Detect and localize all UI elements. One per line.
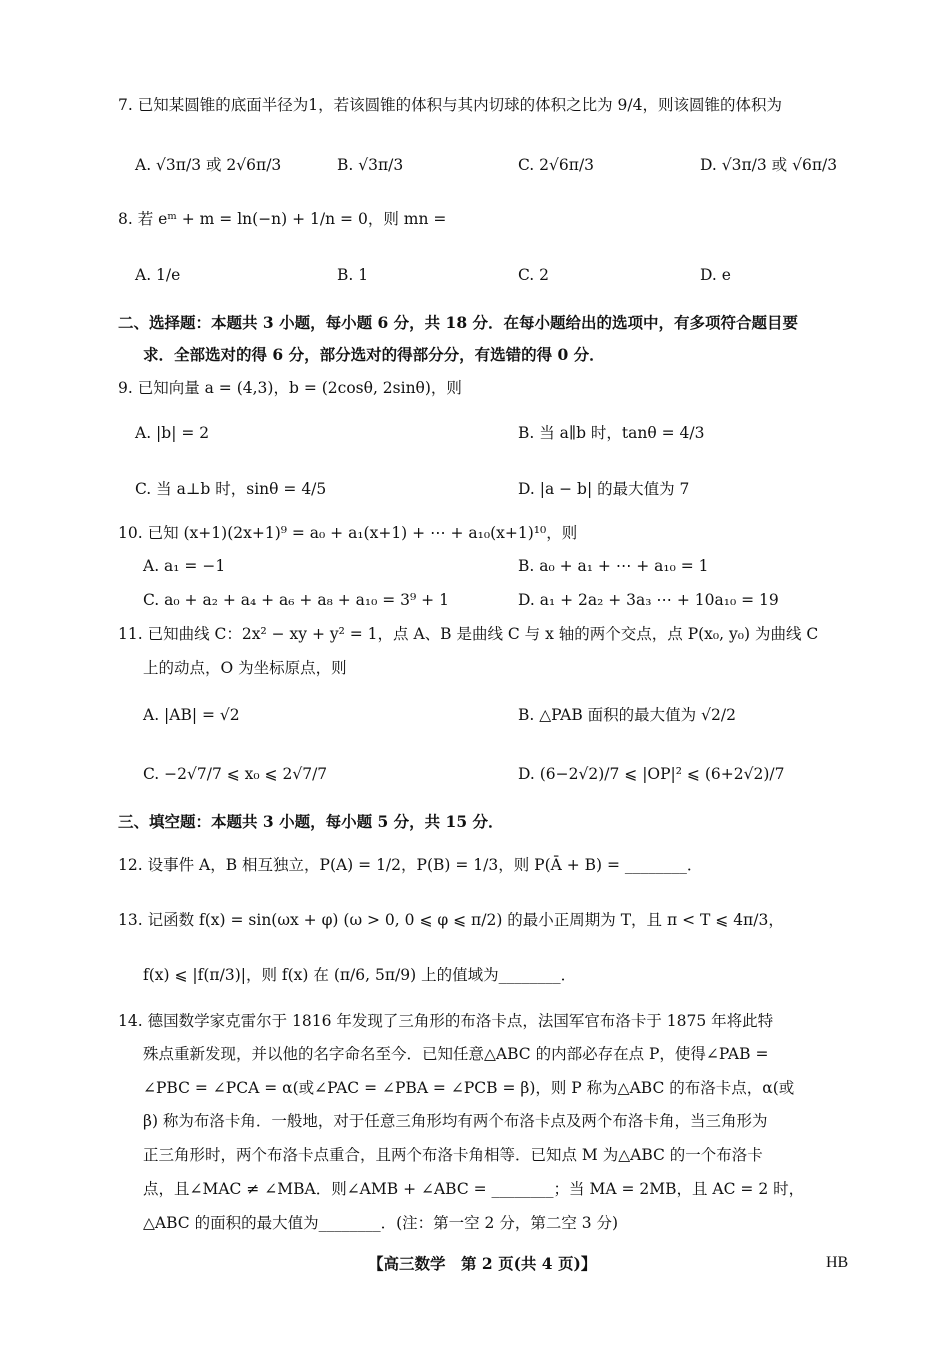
question-12: 12. 设事件 A，B 相互独立，P(A) = 1/2，P(B) = 1/3，则 P(Ā + B) = ________． bbox=[118, 856, 703, 874]
q14-line-5: 正三角形时，两个布洛卡点重合，且两个布洛卡角相等．已知点 M 为△ABC 的一个布洛卡 bbox=[143, 1146, 763, 1164]
q11-stem-line-1: 11. 已知曲线 C：2x² − xy + y² = 1，点 A、B 是曲线 C 与 x 轴的两个交点，点 P(x₀, y₀) 为曲线 C bbox=[118, 625, 819, 643]
q7-option-d: D. √3π/3 或 √6π/3 bbox=[700, 156, 838, 174]
q11-stem-line-2: 上的动点，O 为坐标原点，则 bbox=[143, 659, 347, 677]
q11-option-b: B. △PAB 面积的最大值为 √2/2 bbox=[518, 706, 736, 724]
q7-option-b: B. √3π/3 bbox=[337, 156, 404, 174]
section-2-line-1: 二、选择题：本题共 3 小题，每小题 6 分，共 18 分．在每小题给出的选项中，有多项符合题目要 bbox=[118, 313, 799, 332]
q8-option-a: A. 1/e bbox=[135, 266, 181, 284]
section-2-line-2: 求．全部选对的得 6 分，部分选对的得部分分，有选错的得 0 分． bbox=[143, 345, 605, 364]
q10-option-d: D. a₁ + 2a₂ + 3a₃ ⋯ + 10a₁₀ = 19 bbox=[518, 591, 779, 609]
q9-option-b: B. 当 a∥b 时，tanθ = 4/3 bbox=[518, 424, 705, 442]
q13-line-1: 13. 记函数 f(x) = sin(ωx + φ) (ω > 0, 0 ⩽ φ ⩽ π/2) 的最小正周期为 T，且 π < T ⩽ 4π/3， bbox=[118, 911, 784, 929]
q14-line-1: 14. 德国数学家克雷尔于 1816 年发现了三角形的布洛卡点，法国军官布洛卡于 1875 年将此特 bbox=[118, 1012, 774, 1030]
q10-stem: 10. 已知 (x+1)(2x+1)⁹ = a₀ + a₁(x+1) + ⋯ + a₁₀(x+1)¹⁰，则 bbox=[118, 524, 578, 542]
q9-stem: 9. 已知向量 a = (4,3)，b = (2cosθ, 2sinθ)，则 bbox=[118, 379, 462, 397]
q11-option-a: A. |AB| = √2 bbox=[143, 706, 240, 724]
q8-option-c: C. 2 bbox=[518, 266, 550, 284]
q10-option-c: C. a₀ + a₂ + a₄ + a₆ + a₈ + a₁₀ = 3⁹ + 1 bbox=[143, 591, 449, 609]
q9-option-a: A. |b| = 2 bbox=[135, 424, 210, 442]
q7-option-a: A. √3π/3 或 2√6π/3 bbox=[135, 156, 282, 174]
q10-option-b: B. a₀ + a₁ + ⋯ + a₁₀ = 1 bbox=[518, 557, 709, 575]
q7-stem: 7. 已知某圆锥的底面半径为1，若该圆锥的体积与其内切球的体积之比为 9/4，则该圆锥的体积为 bbox=[118, 96, 782, 114]
q14-line-2: 殊点重新发现，并以他的名字命名至今．已知任意△ABC 的内部必存在点 P，使得∠PAB = bbox=[143, 1045, 769, 1063]
q9-option-c: C. 当 a⊥b 时，sinθ = 4/5 bbox=[135, 480, 327, 498]
q7-option-c: C. 2√6π/3 bbox=[518, 156, 595, 174]
footer-title: 【高三数学 第 2 页(共 4 页)】 bbox=[368, 1254, 597, 1273]
q11-option-d: D. (6−2√2)/7 ⩽ |OP|² ⩽ (6+2√2)/7 bbox=[518, 765, 785, 783]
q8-stem: 8. 若 eᵐ + m = ln(−n) + 1/n = 0，则 mn = bbox=[118, 210, 447, 228]
q8-option-b: B. 1 bbox=[337, 266, 369, 284]
footer-code: HB bbox=[826, 1254, 849, 1271]
q14-line-7: △ABC 的面积的最大值为________．(注：第一空 2 分，第二空 3 分) bbox=[143, 1214, 619, 1232]
q8-option-d: D. e bbox=[700, 266, 731, 284]
q14-line-3: ∠PBC = ∠PCA = α(或∠PAC = ∠PBA = ∠PCB = β)，则 P 称为△ABC 的布洛卡点，α(或 bbox=[143, 1079, 795, 1097]
section-3-header: 三、填空题：本题共 3 小题，每小题 5 分，共 15 分． bbox=[118, 812, 504, 831]
q14-line-6: 点，且∠MAC ≠ ∠MBA．则∠AMB + ∠ABC = ________；当 MA = 2MB，且 AC = 2 时， bbox=[143, 1180, 805, 1198]
q14-line-4: β) 称为布洛卡角．一般地，对于任意三角形均有两个布洛卡点及两个布洛卡角，当三角形为 bbox=[143, 1112, 768, 1130]
q9-option-d: D. |a − b| 的最大值为 7 bbox=[518, 480, 690, 498]
q11-option-c: C. −2√7/7 ⩽ x₀ ⩽ 2√7/7 bbox=[143, 765, 328, 783]
q13-line-2: f(x) ⩽ |f(π/3)|，则 f(x) 在 (π/6, 5π/9) 上的值域为________． bbox=[143, 966, 577, 984]
q10-option-a: A. a₁ = −1 bbox=[143, 557, 226, 575]
